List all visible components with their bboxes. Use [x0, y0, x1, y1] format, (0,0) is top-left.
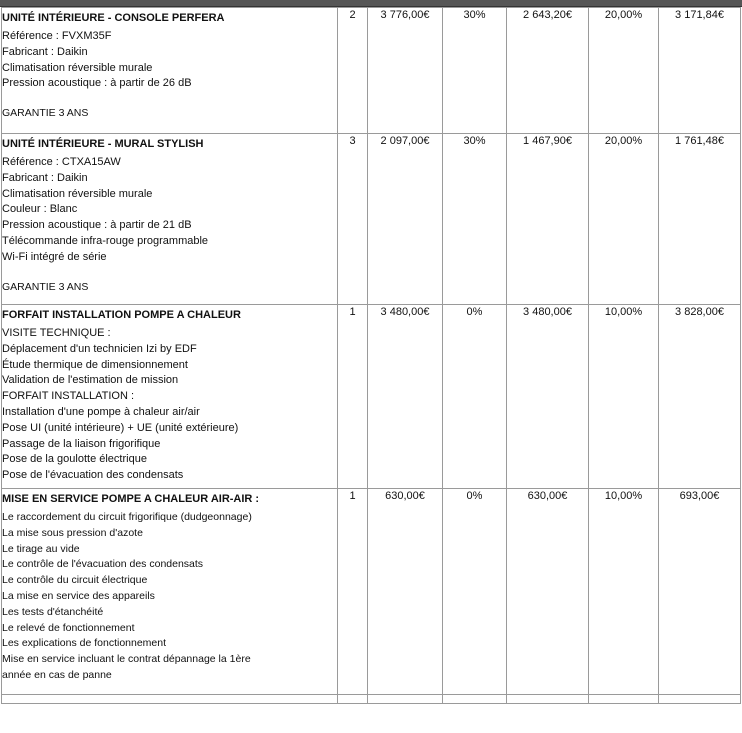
- item-detail: Référence : CTXA15AW: [2, 156, 121, 168]
- total-cell: [659, 695, 741, 704]
- item-detail: Pose de l'évacuation des condensats: [2, 469, 184, 482]
- description-cell: [2, 695, 338, 704]
- item-title: UNITÉ INTÉRIEURE - CONSOLE PERFERA: [2, 12, 225, 24]
- item-detail: Pression acoustique : à partir de 26 dB: [2, 77, 192, 90]
- item-detail: Validation de l'estimation de mission: [2, 374, 179, 387]
- item-detail: Climatisation réversible murale: [2, 187, 153, 200]
- item-title: UNITÉ INTÉRIEURE - MURAL STYLISH: [2, 138, 204, 150]
- item-detail: Installation d'une pompe à chaleur air/air: [2, 405, 200, 418]
- item-detail: Passage de la liaison frigorifique: [2, 437, 161, 450]
- item-detail: Pose de la goulotte électrique: [2, 453, 147, 466]
- item-detail: Le contrôle du circuit électrique: [2, 574, 148, 587]
- item-detail: Couleur : Blanc: [2, 203, 78, 216]
- item-detail: VISITE TECHNIQUE :: [2, 327, 111, 339]
- item-title: MISE EN SERVICE POMPE A CHALEUR AIR-AIR :: [2, 493, 260, 505]
- item-detail: FORFAIT INSTALLATION :: [2, 390, 135, 403]
- item-detail: Wi-Fi intégré de série: [2, 250, 107, 263]
- item-detail: Référence : FVXM35F: [2, 30, 112, 42]
- discount-cell: 30%: [443, 134, 507, 305]
- item-detail: Mise en service incluant le contrat dépannage la 1ère: [2, 653, 251, 666]
- item-detail: Fabricant : Daikin: [2, 45, 88, 58]
- discount-cell: 30%: [443, 8, 507, 134]
- discount-cell: [443, 695, 507, 704]
- description-cell: [2, 305, 338, 489]
- item-detail: Pression acoustique : à partir de 21 dB: [2, 219, 192, 232]
- item-detail: Les explications de fonctionnement: [2, 637, 167, 650]
- top-border: [0, 0, 742, 7]
- net-price-cell: 3 480,00€: [507, 305, 589, 489]
- net-price-cell: [507, 695, 589, 704]
- item-detail: Télécommande infra-rouge programmable: [2, 234, 209, 247]
- net-price-cell: 2 643,20€: [507, 8, 589, 134]
- discount-cell: 0%: [443, 489, 507, 695]
- item-detail: année en cas de panne: [2, 668, 112, 681]
- description-cell: [2, 134, 338, 305]
- warranty-label: GARANTIE 3 ANS: [2, 107, 89, 120]
- unit-price-cell: [368, 695, 443, 704]
- item-detail: Le raccordement du circuit frigorifique (dudgeonnage): [2, 511, 252, 523]
- vat-cell: 20,00%: [589, 8, 659, 134]
- item-title: FORFAIT INSTALLATION POMPE A CHALEUR: [2, 309, 241, 321]
- quote-table: [1, 7, 741, 704]
- item-detail: Le relevé de fonctionnement: [2, 621, 135, 634]
- item-detail: Étude thermique de dimensionnement: [2, 358, 188, 371]
- item-detail: Le tirage au vide: [2, 542, 80, 555]
- item-detail: Fabricant : Daikin: [2, 171, 88, 184]
- vat-cell: 10,00%: [589, 489, 659, 695]
- item-detail: Les tests d'étanchéité: [2, 605, 104, 618]
- vat-cell: 20,00%: [589, 134, 659, 305]
- item-detail: La mise sous pression d'azote: [2, 526, 143, 539]
- table-row: [2, 489, 741, 695]
- unit-price-cell: 3 480,00€: [368, 305, 443, 489]
- total-cell: 1 761,48€: [659, 134, 741, 305]
- item-detail: Climatisation réversible murale: [2, 61, 153, 74]
- item-detail: Pose UI (unité intérieure) + UE (unité extérieure): [2, 421, 239, 434]
- description-cell: [2, 489, 338, 695]
- net-price-cell: 630,00€: [507, 489, 589, 695]
- total-cell: 693,00€: [659, 489, 741, 695]
- item-detail: Le contrôle de l'évacuation des condensats: [2, 558, 204, 571]
- unit-price-cell: 630,00€: [368, 489, 443, 695]
- table-row: [2, 305, 741, 489]
- qty-cell: 2: [338, 8, 368, 134]
- table-row: [2, 134, 741, 305]
- qty-cell: 1: [338, 305, 368, 489]
- table-row: [2, 8, 741, 134]
- description-cell: [2, 8, 338, 134]
- unit-price-cell: 2 097,00€: [368, 134, 443, 305]
- total-cell: 3 828,00€: [659, 305, 741, 489]
- unit-price-cell: 3 776,00€: [368, 8, 443, 134]
- qty-cell: 3: [338, 134, 368, 305]
- qty-cell: [338, 695, 368, 704]
- vat-cell: 10,00%: [589, 305, 659, 489]
- table-row: [2, 695, 741, 704]
- net-price-cell: 1 467,90€: [507, 134, 589, 305]
- item-detail: La mise en service des appareils: [2, 589, 155, 602]
- item-detail: Déplacement d'un technicien Izi by EDF: [2, 342, 197, 355]
- total-cell: 3 171,84€: [659, 8, 741, 134]
- warranty-label: GARANTIE 3 ANS: [2, 280, 89, 293]
- qty-cell: 1: [338, 489, 368, 695]
- discount-cell: 0%: [443, 305, 507, 489]
- vat-cell: [589, 695, 659, 704]
